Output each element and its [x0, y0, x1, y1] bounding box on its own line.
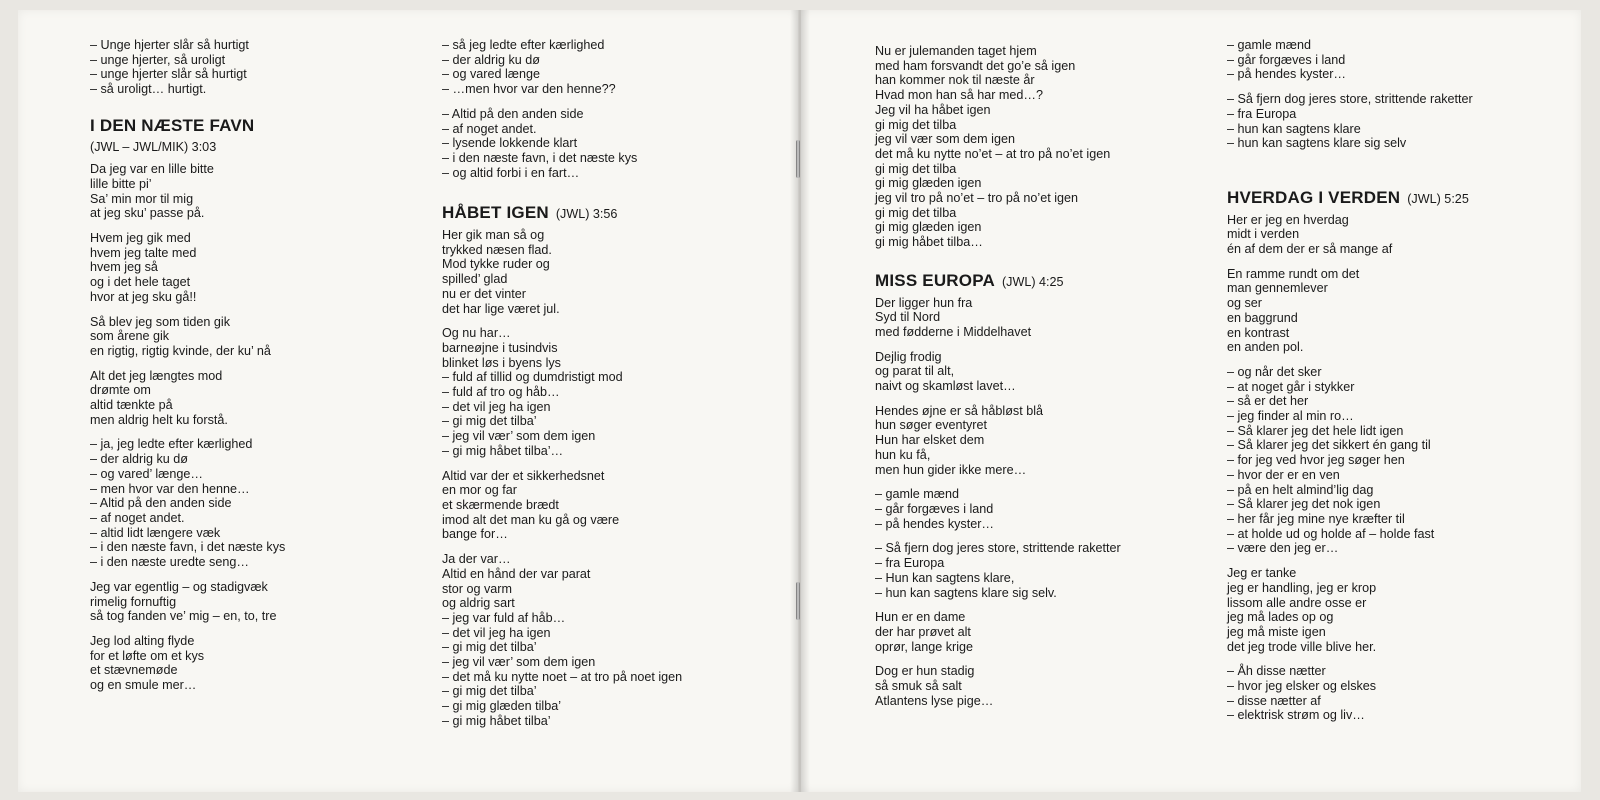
lyric-line: jeg vil tro på no’et – tro på no’et igen — [875, 191, 1079, 206]
lyric-line: trykked næsen flad. — [442, 242, 552, 257]
booklet-gutter — [790, 10, 810, 792]
lyric-line: – og når det sker — [1227, 364, 1322, 379]
lyric-line: Mod tykke ruder og — [442, 257, 550, 272]
lyric-line: rimelig fornuftig — [90, 594, 177, 609]
lyric-line: Der ligger hun fra — [875, 295, 973, 310]
lyric-line: og aldrig sart — [442, 596, 515, 611]
lyric-line: – så er det her — [1227, 394, 1309, 409]
lyrics-column-3 — [875, 44, 1121, 708]
lyric-line: én af dem der er så mange af — [1227, 242, 1393, 257]
stanza — [1227, 213, 1473, 257]
lyric-line: – jeg finder al min ro… — [1227, 409, 1354, 424]
lyric-line: – Altid på den anden side — [90, 496, 232, 511]
lyric-line: – gi mig håbet tilba’ — [442, 713, 551, 728]
stanza — [442, 469, 682, 543]
lyric-line: – det må ku nytte noet – at tro på noet igen — [442, 669, 683, 684]
lyric-line: – der aldrig ku dø — [442, 52, 541, 67]
stanza — [875, 664, 1121, 708]
lyric-line: at jeg sku’ passe på. — [90, 206, 205, 221]
lyric-line: Hun har elsket dem — [875, 433, 985, 448]
lyric-line: stor og varm — [442, 581, 512, 596]
stanza-gap — [442, 316, 682, 326]
lyric-line: der har prøvet alt — [875, 624, 971, 639]
lyric-line: En ramme rundt om det — [1227, 266, 1360, 281]
stanza — [875, 610, 1121, 654]
lyric-line: – gamle mænd — [875, 487, 959, 502]
lyric-line: – Hun kan sagtens klare, — [875, 570, 1015, 585]
stanza — [875, 541, 1121, 600]
stanza — [875, 487, 1121, 531]
lyrics-column-2 — [442, 38, 682, 729]
stanza-gap — [90, 427, 285, 437]
lyric-line: – Så klarer jeg det sikkert én gang til — [1227, 438, 1431, 453]
lyric-line: – går forgæves i land — [875, 501, 994, 516]
stanza — [90, 437, 285, 569]
stanza-gap — [1227, 556, 1473, 566]
lyric-line: – hvor jeg elsker og elskes — [1227, 679, 1377, 694]
lyric-line: drømte om — [90, 383, 151, 398]
stanza — [1227, 365, 1473, 556]
lyric-line: gi mig håbet tilba… — [875, 235, 983, 250]
lyric-line: han kommer nok til næste år — [875, 73, 1035, 88]
stanza-gap — [442, 459, 682, 469]
lyric-line: – fuld af tillid og dumdristigt mod — [442, 370, 623, 385]
stanza — [1227, 566, 1473, 654]
stanza-gap — [90, 359, 285, 369]
lyric-line: – gamle mænd — [1227, 38, 1311, 52]
song-heading — [1227, 187, 1473, 207]
lyric-line: – jeg vil vær’ som dem igen — [442, 429, 596, 444]
song-credit: (JWL) 5:25 — [1407, 191, 1469, 206]
lyric-line: men aldrig helt ku forstå. — [90, 412, 228, 427]
lyric-line: – Så fjern dog jeres store, strittende raketter — [1227, 92, 1473, 107]
lyric-line: – Så klarer jeg det hele lidt igen — [1227, 423, 1404, 438]
stanza-gap — [442, 97, 682, 107]
lyric-line: Hendes øjne er så håbløst blå — [875, 403, 1044, 418]
song-title: HVERDAG I VERDEN — [1227, 187, 1401, 207]
lyric-line: gi mig det tilba — [875, 117, 957, 132]
lyric-line: jeg må miste igen — [1227, 624, 1326, 639]
lyric-line: oprør, lange krige — [875, 639, 974, 654]
lyric-line: – der aldrig ku dø — [90, 452, 189, 467]
lyric-line: – i den næste favn, i det næste kys — [442, 150, 638, 165]
lyric-line: – Unge hjerter slår så hurtigt — [90, 38, 249, 52]
song-title: MISS EUROPA — [875, 270, 995, 290]
lyric-line: – elektrisk strøm og liv… — [1227, 708, 1365, 723]
lyric-line: Her er jeg en hverdag — [1227, 212, 1349, 227]
lyric-line: – det vil jeg ha igen — [442, 399, 551, 414]
lyric-line: Altid var der et sikkerhedsnet — [442, 468, 605, 483]
lyric-line: og en smule mer… — [90, 678, 197, 693]
lyric-line: Jeg er tanke — [1227, 566, 1297, 581]
lyric-line: – her får jeg mine nye kræfter til — [1227, 511, 1405, 526]
song-heading — [875, 270, 1121, 290]
lyric-line: – i den næste favn, i det næste kys — [90, 540, 286, 555]
stanza-gap — [90, 305, 285, 315]
lyric-line: – hvor der er en ven — [1227, 467, 1340, 482]
lyric-line: – hun kan sagtens klare sig selv — [1227, 136, 1407, 151]
lyric-line: Altid en hånd der var parat — [442, 566, 591, 581]
staple-bottom — [796, 582, 800, 620]
lyric-line: hun ku få, — [875, 447, 931, 462]
lyrics-column-4 — [1227, 38, 1473, 723]
lyric-line: – men hvor var den henne… — [90, 481, 250, 496]
lyric-line: – på hendes kyster… — [875, 516, 995, 531]
lyric-line: – hun kan sagtens klare — [1227, 121, 1361, 136]
stanza-gap — [875, 477, 1121, 487]
lyric-line: Sa’ min mor til mig — [90, 191, 194, 206]
stanza-gap — [90, 221, 285, 231]
lyric-line: Og nu har… — [442, 326, 511, 341]
song-credit: (JWL) 4:25 — [1001, 274, 1064, 289]
lyric-line: det har lige været jul. — [442, 301, 560, 316]
song-heading — [442, 203, 682, 223]
stanza — [875, 350, 1121, 394]
lyric-line: lille bitte pi’ — [90, 176, 152, 191]
stanza-gap — [875, 531, 1121, 541]
lyric-line: – altid lidt længere væk — [90, 525, 221, 540]
lyric-line: – være den jeg er… — [1227, 541, 1339, 556]
stanza-gap — [1227, 82, 1473, 92]
lyric-line: barneøjne i tusindvis — [442, 340, 558, 355]
stanza-gap — [90, 624, 285, 634]
lyric-line: et skærmende brædt — [442, 497, 559, 512]
lyric-line: nu er det vinter — [442, 286, 527, 301]
lyric-line: gi mig glæden igen — [875, 220, 982, 235]
lyric-line: naivt og skamløst lavet… — [875, 379, 1016, 394]
lyric-line: – jeg vil vær’ som dem igen — [442, 655, 596, 670]
lyric-line: Hun er en dame — [875, 610, 966, 625]
lyric-line: – så jeg ledte efter kærlighed — [442, 38, 605, 52]
lyric-line: – gi mig det tilba’ — [442, 684, 537, 699]
lyric-line: – i den næste uredte seng… — [90, 555, 249, 570]
lyric-line: – fuld af tro og håb… — [442, 385, 560, 400]
stanza — [90, 231, 285, 305]
lyrics-column-1 — [90, 38, 285, 693]
lyric-line: for et løfte om et kys — [90, 648, 205, 663]
lyric-line: gi mig glæden igen — [875, 176, 982, 191]
stanza-gap — [875, 340, 1121, 350]
lyric-line: man gennemlever — [1227, 281, 1328, 296]
lyric-line: midt i verden — [1227, 227, 1300, 242]
lyric-line: – gi mig det tilba’ — [442, 640, 537, 655]
lyric-line: Syd til Nord — [875, 310, 941, 325]
lyric-line: – og vared’ længe… — [90, 466, 203, 481]
lyric-line: jeg er handling, jeg er krop — [1227, 580, 1377, 595]
stanza — [442, 326, 682, 458]
lyric-line: bange for… — [442, 527, 508, 542]
lyric-line: hun søger eventyret — [875, 418, 988, 433]
lyric-line: Atlantens lyse pige… — [875, 693, 994, 708]
lyric-line: det jeg trode ville blive her. — [1227, 639, 1377, 654]
lyric-line: altid tænkte på — [90, 398, 173, 413]
lyric-line: en anden pol. — [1227, 340, 1304, 355]
lyric-line: – fra Europa — [875, 556, 945, 571]
lyric-line: Ja der var… — [442, 552, 511, 567]
lyric-line: – på en helt almind’lig dag — [1227, 482, 1374, 497]
lyric-line: men hun gider ikke mere… — [875, 462, 1027, 477]
lyric-line: – disse nætter af — [1227, 693, 1321, 708]
stanza — [90, 369, 285, 428]
stanza-gap — [90, 570, 285, 580]
lyric-line: hvem jeg talte med — [90, 245, 197, 260]
lyric-line: hvem jeg så — [90, 260, 158, 275]
lyric-line: – gi mig glæden tilba’ — [442, 699, 562, 714]
lyric-line: – jeg var fuld af håb… — [442, 610, 566, 625]
lyric-line: – at holde ud og holde af – holde fast — [1227, 526, 1435, 541]
lyric-line: og ser — [1227, 296, 1263, 311]
song-credit: (JWL – JWL/MIK) 3:03 — [90, 139, 217, 154]
lyric-line: gi mig det tilba — [875, 205, 957, 220]
stanza — [1227, 664, 1473, 723]
lyric-line: – unge hjerter slår så hurtigt — [90, 67, 247, 82]
lyric-line: – Åh disse nætter — [1227, 664, 1326, 679]
lyric-line: det må ku nytte no’et – at tro på no’et igen — [875, 146, 1111, 161]
song-credit: (JWL) 3:56 — [555, 207, 618, 222]
lyric-line: hvor at jeg sku gå!! — [90, 289, 197, 304]
stanza-gap — [1227, 257, 1473, 267]
lyric-line: imod alt det man ku gå og være — [442, 512, 620, 527]
lyric-line: Nu er julemanden taget hjem — [875, 44, 1037, 58]
lyric-line: – af noget andet. — [442, 121, 537, 136]
lyric-line: – Så klarer jeg det nok igen — [1227, 497, 1381, 512]
lyric-line: – det vil jeg ha igen — [442, 625, 551, 640]
lyric-line: som årene gik — [90, 329, 170, 344]
lyric-line: Her gik man så og — [442, 228, 545, 243]
stanza-gap — [442, 542, 682, 552]
song-title: I DEN NÆSTE FAVN — [90, 115, 255, 135]
lyric-line: – ja, jeg ledte efter kærlighed — [90, 437, 253, 452]
stanza — [442, 228, 682, 316]
lyric-line: så tog fanden ve’ mig – en, to, tre — [90, 609, 277, 624]
lyric-line: en rigtig, rigtig kvinde, der ku’ nå — [90, 343, 271, 358]
stanza — [875, 296, 1121, 340]
lyric-line: – at noget går i stykker — [1227, 379, 1355, 394]
stanza-gap — [1227, 355, 1473, 365]
stanza — [1227, 267, 1473, 355]
section-spacer — [1227, 151, 1473, 181]
lyric-line: og i det hele taget — [90, 275, 191, 290]
lyric-line: med fødderne i Middelhavet — [875, 324, 1032, 339]
stanza-gap — [1227, 654, 1473, 664]
lyric-line: Da jeg var en lille bitte — [90, 162, 214, 177]
lyric-line: en baggrund — [1227, 310, 1298, 325]
lyric-line: – lysende lokkende klart — [442, 136, 578, 151]
lyric-line: Dog er hun stadig — [875, 664, 975, 679]
lyric-line: – unge hjerter, så uroligt — [90, 52, 226, 67]
lyric-line: Hvad mon han så har med…? — [875, 88, 1044, 103]
lyric-line: Jeg var egentlig – og stadigvæk — [90, 579, 268, 594]
lyric-line: en mor og far — [442, 483, 517, 498]
lyric-line: – for jeg ved hvor jeg søger hen — [1227, 453, 1405, 468]
lyric-line: Jeg vil ha håbet igen — [875, 102, 991, 117]
stanza-gap — [875, 654, 1121, 664]
song-heading — [90, 115, 285, 135]
section-spacer — [442, 180, 682, 196]
lyric-line: – af noget andet. — [90, 510, 185, 525]
lyric-line: – og altid forbi i en fart… — [442, 165, 580, 180]
lyric-line: – går forgæves i land — [1227, 52, 1346, 67]
lyric-line: gi mig det tilba — [875, 161, 957, 176]
lyric-line: lissom alle andre osse er — [1227, 595, 1367, 610]
lyric-line: – så uroligt… hurtigt. — [90, 82, 207, 97]
staple-top — [796, 140, 800, 178]
lyric-line: spilled’ glad — [442, 272, 508, 287]
section-spacer — [875, 250, 1121, 264]
lyric-line: Hvem jeg gik med — [90, 231, 191, 246]
lyric-line: så smuk så salt — [875, 679, 962, 694]
song-title: HÅBET IGEN — [442, 203, 549, 223]
lyric-line: blinket løs i byens lys — [442, 355, 561, 370]
lyric-line: Så blev jeg som tiden gik — [90, 314, 231, 329]
stanza-gap — [875, 394, 1121, 404]
lyric-line: – og vared længe — [442, 67, 541, 82]
lyric-line: – fra Europa — [1227, 106, 1297, 121]
lyric-line: – gi mig det tilba’ — [442, 414, 537, 429]
lyric-line: – gi mig håbet tilba’… — [442, 443, 564, 458]
lyric-line: – på hendes kyster… — [1227, 67, 1347, 82]
stanza — [90, 634, 285, 693]
lyric-line: jeg må lades op og — [1227, 610, 1334, 625]
stanza-gap — [875, 600, 1121, 610]
lyric-line: med ham forsvandt det go’e så igen — [875, 58, 1076, 73]
lyric-line: – …men hvor var den henne?? — [442, 82, 616, 97]
lyric-line: Jeg lod alting flyde — [90, 633, 195, 648]
lyric-line: Alt det jeg længtes mod — [90, 368, 223, 383]
lyric-line: en kontrast — [1227, 325, 1290, 340]
stanza — [90, 315, 285, 359]
stanza — [90, 162, 285, 221]
lyric-line: jeg vil vær som dem igen — [875, 132, 1015, 147]
lyric-line: – Altid på den anden side — [442, 106, 584, 121]
stanza — [875, 404, 1121, 478]
lyric-line: Dejlig frodig — [875, 349, 942, 364]
lyric-line: – hun kan sagtens klare sig selv. — [875, 585, 1057, 600]
lyric-line: – Så fjern dog jeres store, strittende raketter — [875, 541, 1121, 556]
lyric-line: et stævnemøde — [90, 663, 178, 678]
stanza — [90, 580, 285, 624]
lyric-line: og parat til alt, — [875, 364, 955, 379]
stanza — [442, 552, 682, 728]
